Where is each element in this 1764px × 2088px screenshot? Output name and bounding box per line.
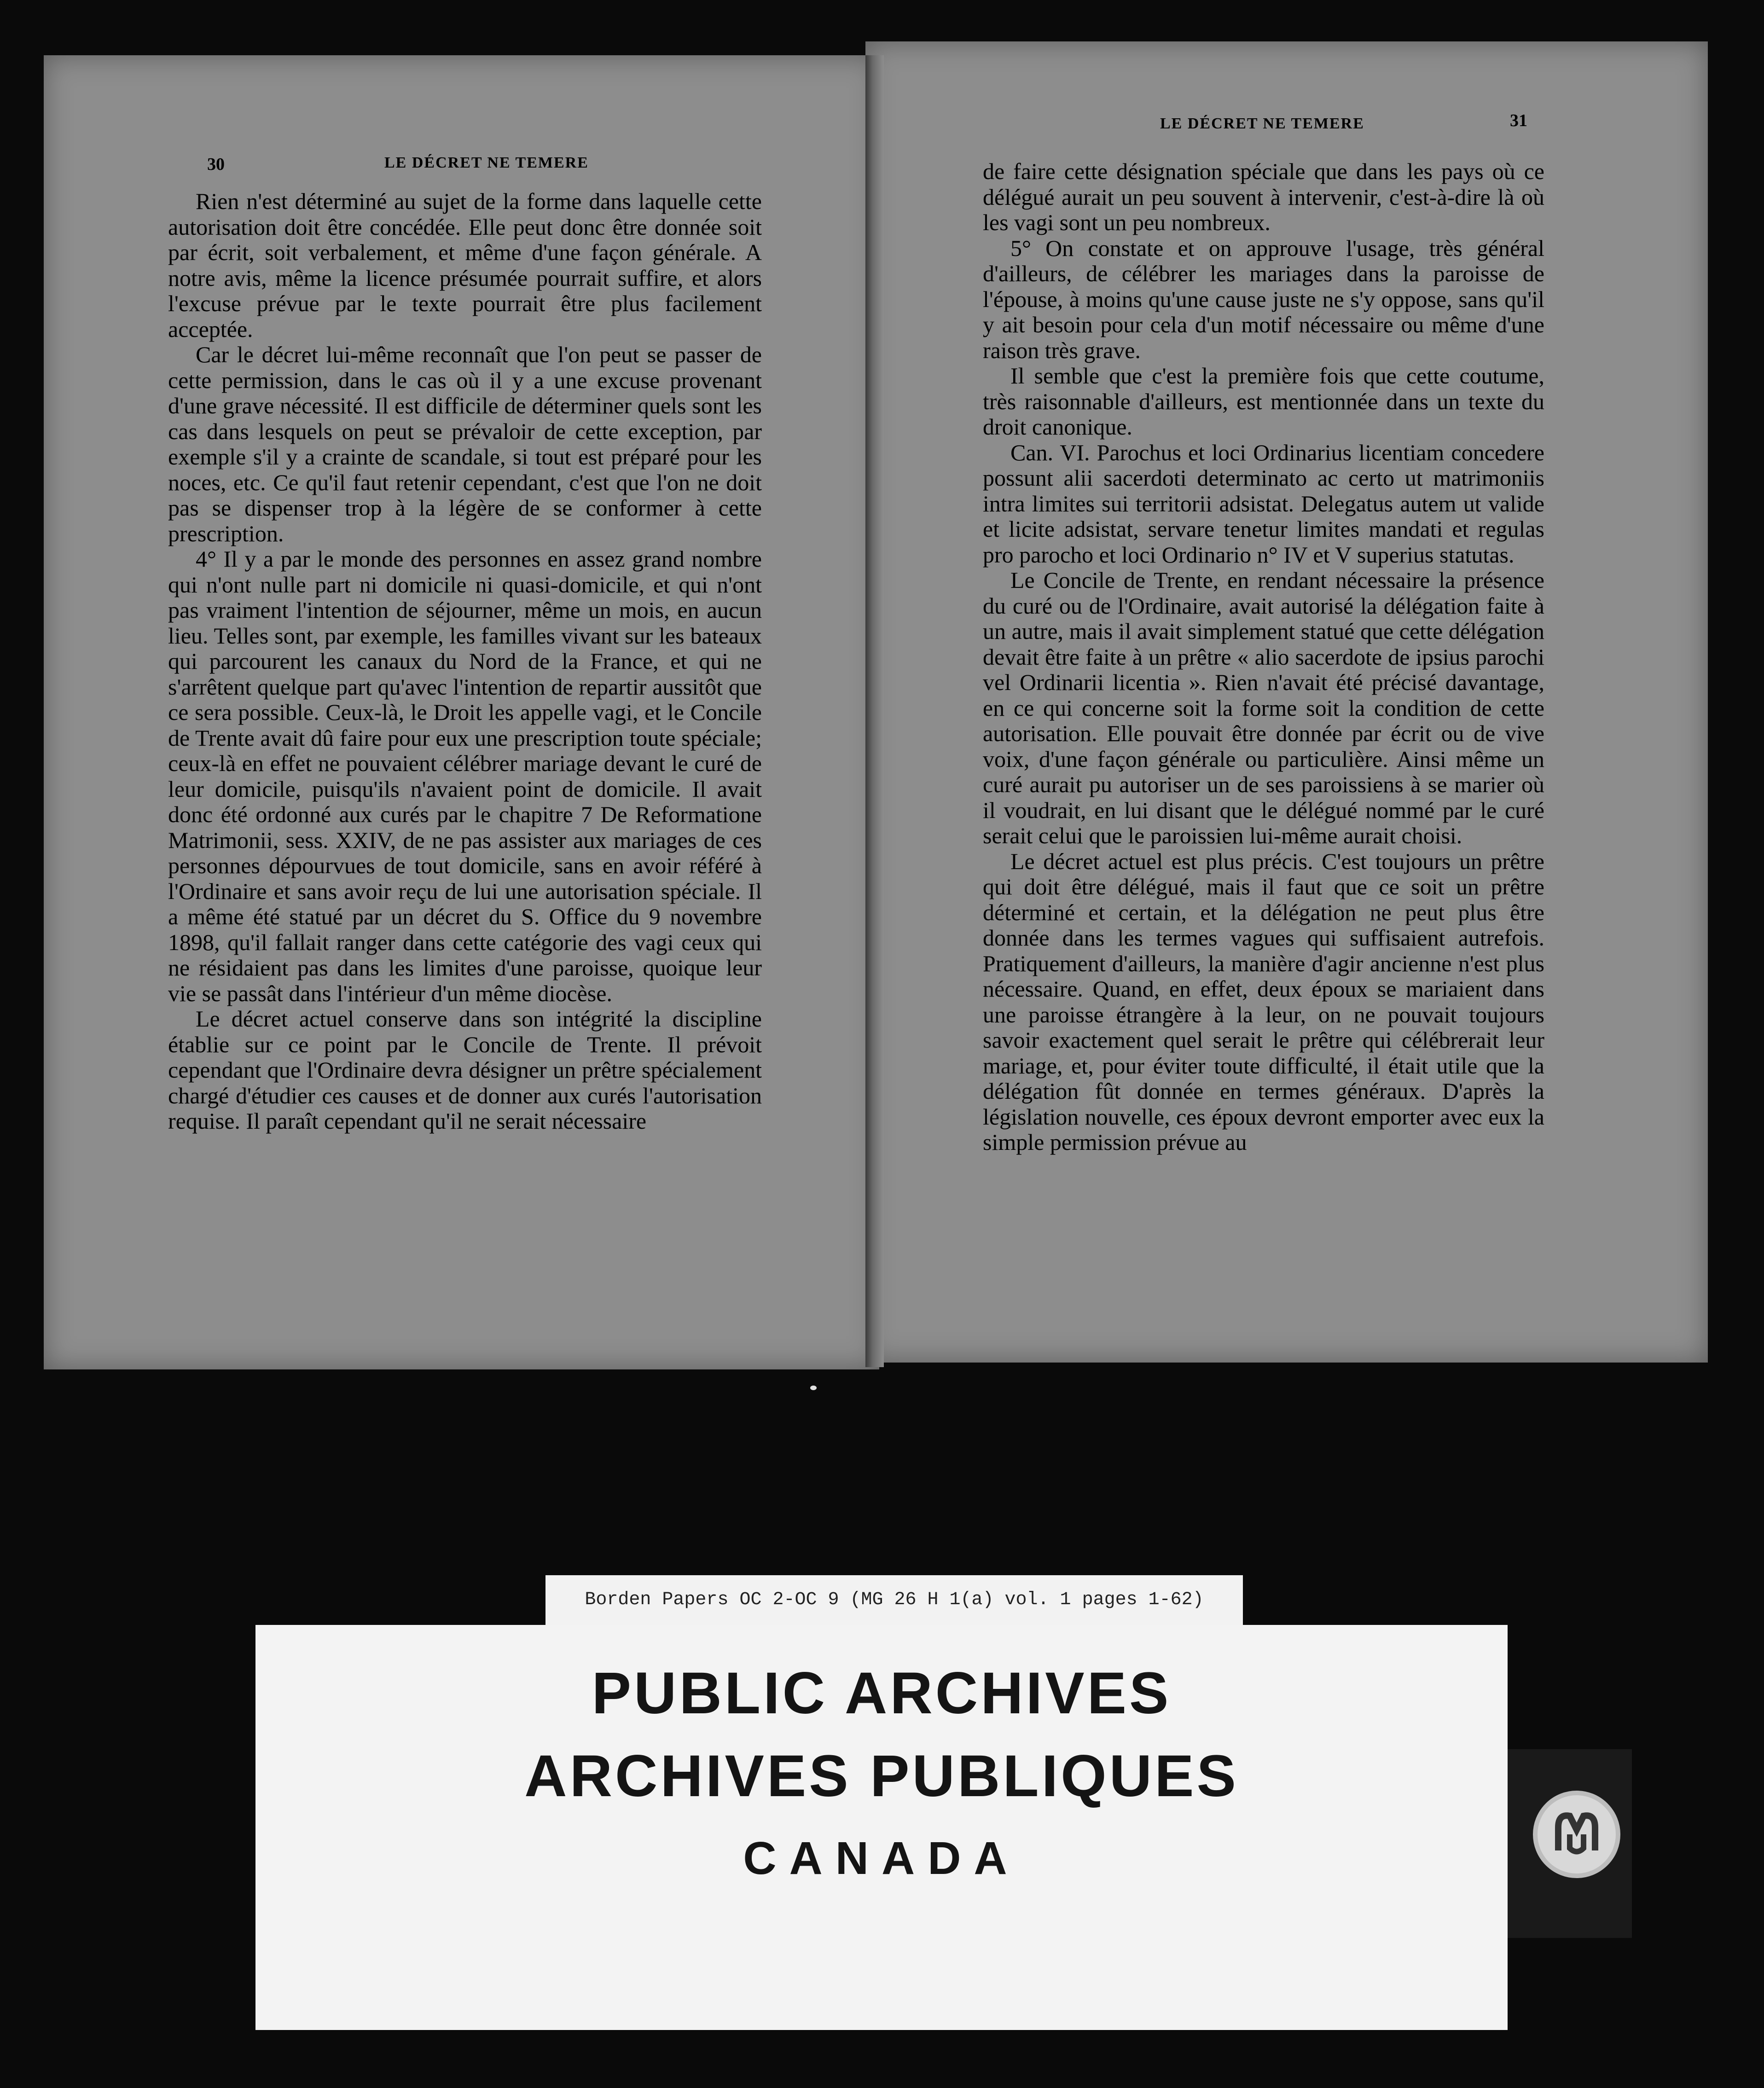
right-page-number: 31 [1510, 111, 1527, 130]
archives-card [255, 1625, 1508, 2030]
paragraph: Le décret actuel conserve dans son intégrité la discipline établie sur ce point par le Concile de Trente. Il prévoit cependant que l'Ordinaire devra désigner un prêtre spécialement chargé d'étudier ces causes et de donner aux curés l'autorisation requise. Il paraît cependant qu'il ne serait nécessaire [168, 1006, 762, 1134]
left-page-number: 30 [207, 155, 225, 174]
paragraph: Rien n'est déterminé au sujet de la forme dans laquelle cette autorisation doit être concédée. Elle peut donc être donnée soit par écrit, soit verbalement, et même d'une façon générale. A notre avis, même la licence présumée pourrait suffire, et alors l'excuse prévue par le texte pourrait être plus facilement acceptée. [168, 188, 762, 342]
archives-emblem-icon [1533, 1791, 1620, 1878]
paragraph: Can. VI. Parochus et loci Ordinarius licentiam concedere possunt alii sacerdoti determinato ac certo ut matrimoniis intra limites sui territorii adsistat. Delegatus autem ut valide et licite adsistat, servare tenetur limites mandati et regulas pro parocho et loci Ordinario n° IV et V superius statutas. [983, 439, 1544, 568]
film-speck [810, 1386, 817, 1390]
paragraph: 4° Il y a par le monde des personnes en assez grand nombre qui n'ont nulle part ni domicile ni quasi-domicile, et qui n'ont pas vraiment l'intention de séjourner, même un mois, en aucun lieu. Telles sont, par exemple, les familles vivant sur les bateaux qui parcourent les canaux du Nord de la France, et qui ne s'arrêtent quelque part qu'avec l'intention de repartir aussitôt que ce sera possible. Ceux-là, le Droit les appelle vagi, et le Concile de Trente avait dû faire pour eux une prescription toute spéciale; ceux-là en effet ne pouvaient célébrer mariage devant le curé de leur domicile, puisqu'ils n'avaient point de domicile. Il avait donc été ordonné aux curés par le chapitre 7 De Reformatione Matrimonii, sess. XXIV, de ne pas assister aux mariages de ces personnes dépourvues de tout domicile, sans en avoir référé à l'Ordinaire et sans avoir reçu de lui une autorisation spéciale. Il a même été statué par un décret du S. Office du 9 novembre 1898, qu'il fallait ranger dans cette catégorie des vagi ceux qui ne résidaient pas dans les limites d'une paroisse, quoique leur vie se passât dans l'intérieur d'un même diocèse. [168, 546, 762, 1006]
card-line-public-archives: PUBLIC ARCHIVES [592, 1660, 1172, 1726]
paragraph: 5° On constate et on approuve l'usage, très général d'ailleurs, de célébrer les mariages dans la paroisse de l'épouse, à moins qu'une cause juste ne s'y oppose, sans qu'il y ait besoin pour cela d'un motif nécessaire ou même d'une raison très grave. [983, 235, 1544, 363]
paragraph: de faire cette désignation spéciale que dans les pays où ce délégué aurait un peu souvent à intervenir, c'est-à-dire là où les vagi sont un peu nombreux. [983, 158, 1544, 235]
paragraph: Il semble que c'est la première fois que cette coutume, très raisonnable d'ailleurs, est mentionnée dans un texte du droit canonique. [983, 363, 1544, 440]
left-running-head: LE DÉCRET NE TEMERE [384, 154, 589, 171]
right-running-head: LE DÉCRET NE TEMERE [1160, 115, 1364, 132]
paragraph: Le décret actuel est plus précis. C'est toujours un prêtre qui doit être délégué, mais il faut que ce soit un prêtre déterminé et certain, et la délégation ne peut plus être donnée dans les termes vagues qui suffisaient autrefois. Pratiquement d'ailleurs, la manière d'agir ancienne n'est plus nécessaire. Quand, en effet, deux époux se mariaient dans une paroisse étrangère à la leur, on ne pouvait toujours savoir exactement quel serait le prêtre qui célébrerait leur mariage, et, pour éviter toute difficulté, il était utile que la délégation fût donnée en termes généraux. D'après la législation nouvelle, ces époux devront emporter avec eux la simple permission prévue au [983, 848, 1544, 1155]
left-page-body [168, 189, 762, 1134]
paragraph: Le Concile de Trente, en rendant nécessaire la présence du curé ou de l'Ordinaire, avait autorisé la délégation faite à un autre, mais il avait simplement statué que cette délégation devait être faite à un prêtre « alio sacerdote de ipsius parochi vel Ordinarii licentia ». Rien n'avait été précisé davantage, en ce qui concerne soit la forme soit la condition de cette autorisation. Elle pouvait être donnée par écrit ou de vive voix, d'une façon générale ou particulière. Ainsi même un curé aurait pu autoriser un de ses paroissiens à se marier où il voudrait, en lui disant que le délégué nommé par le curé serait celui que le paroissien lui-même aurait choisi. [983, 567, 1544, 848]
paragraph: Car le décret lui-même reconnaît que l'on peut se passer de cette permission, dans le cas où il y a une excuse provenant d'une grave nécessité. Il est difficile de déterminer quels sont les cas dans lesquels on peut se prévaloir de cette exception, par exemple s'il y a crainte de scandale, si tout est préparé pour les noces, etc. Ce qu'il faut retenir cependant, c'est que l'on ne doit pas se dispenser trop à la légère de se conformer à cette prescription. [168, 342, 762, 546]
card-line-canada: CANADA [743, 1833, 1020, 1884]
reference-strip: Borden Papers OC 2-OC 9 (MG 26 H 1(a) vol. 1 pages 1-62) [545, 1575, 1243, 1625]
archives-logo-block [1508, 1749, 1632, 1938]
right-page-body [983, 159, 1544, 1155]
book-gutter [865, 55, 884, 1367]
card-line-archives-publiques: ARCHIVES PUBLIQUES [524, 1743, 1239, 1809]
